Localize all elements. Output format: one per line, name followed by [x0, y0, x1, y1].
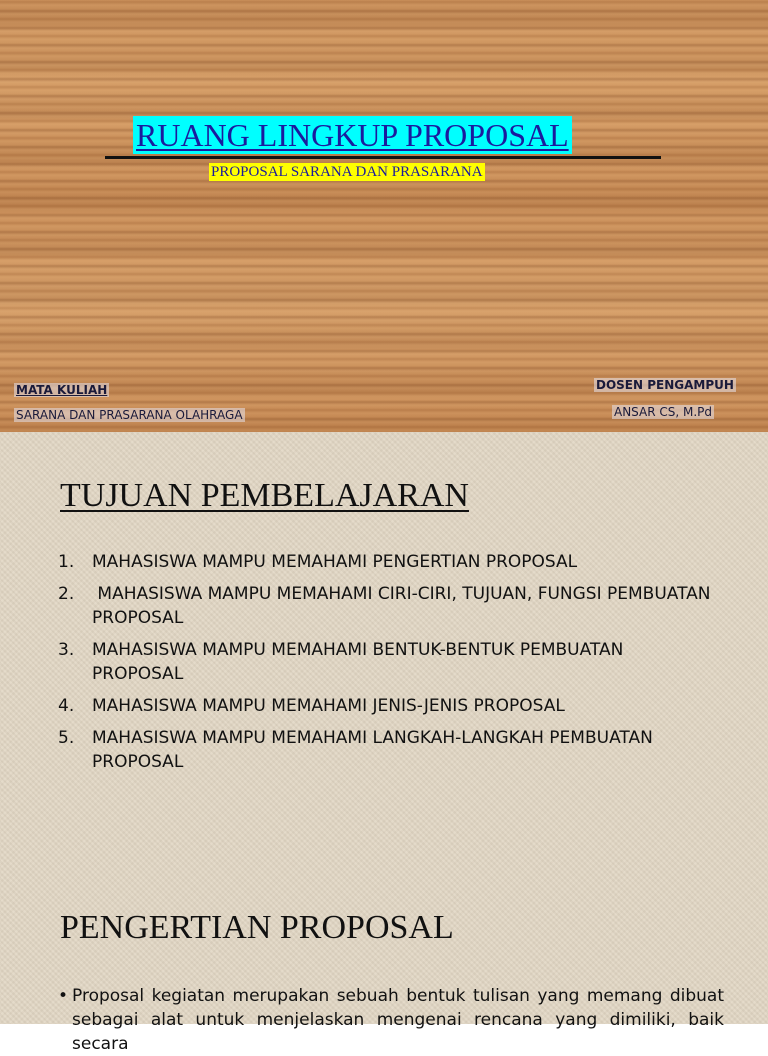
bullet-icon: •: [58, 986, 69, 1006]
definition-paragraph: [58, 984, 724, 1056]
list-item: [58, 694, 718, 718]
content-slide: [0, 432, 768, 1054]
list-item-text: MAHASISWA MAMPU MEMAHAMI CIRI-CIRI, TUJUAN, FUNGSI PEMBUATAN PROPOSAL: [92, 584, 716, 628]
paragraph-text: Proposal kegiatan merupakan sebuah bentuk tulisan yang memang dibuat sebagai alat untuk menjelaskan mengenai rencana yang dimiliki, baik secara: [72, 986, 724, 1054]
title-slide: [0, 0, 768, 432]
list-item: [58, 582, 718, 630]
list-item: [58, 638, 718, 686]
list-item-text: MAHASISWA MAMPU MEMAHAMI BENTUK-BENTUK PEMBUATAN PROPOSAL: [92, 640, 624, 684]
list-number: 5.: [58, 728, 75, 748]
lecturer-label: DOSEN PENGAMPUH: [596, 378, 734, 392]
list-number: 3.: [58, 640, 75, 660]
title-rule: [105, 156, 661, 159]
course-label: MATA KULIAH: [16, 383, 108, 397]
list-number: 1.: [58, 552, 75, 572]
list-number: 4.: [58, 696, 75, 716]
course-value: SARANA DAN PRASARANA OLAHRAGA: [16, 408, 243, 422]
list-item-text: MAHASISWA MAMPU MEMAHAMI PENGERTIAN PROPOSAL: [92, 552, 578, 572]
list-item: [58, 550, 718, 574]
list-number: 2.: [58, 584, 75, 604]
objectives-list: [58, 550, 718, 782]
lecturer-value: ANSAR CS, M.Pd: [614, 405, 713, 419]
list-item-text: MAHASISWA MAMPU MEMAHAMI JENIS-JENIS PROPOSAL: [92, 696, 565, 716]
list-item-text: MAHASISWA MAMPU MEMAHAMI LANGKAH-LANGKAH PEMBUATAN PROPOSAL: [92, 728, 653, 772]
slide-title: RUANG LINGKUP PROPOSAL: [133, 116, 572, 154]
definition-heading: PENGERTIAN PROPOSAL: [60, 909, 454, 946]
learning-objectives-heading: TUJUAN PEMBELAJARAN: [60, 477, 469, 514]
slide-subtitle: PROPOSAL SARANA DAN PRASARANA: [211, 164, 483, 180]
list-item: [58, 726, 718, 774]
